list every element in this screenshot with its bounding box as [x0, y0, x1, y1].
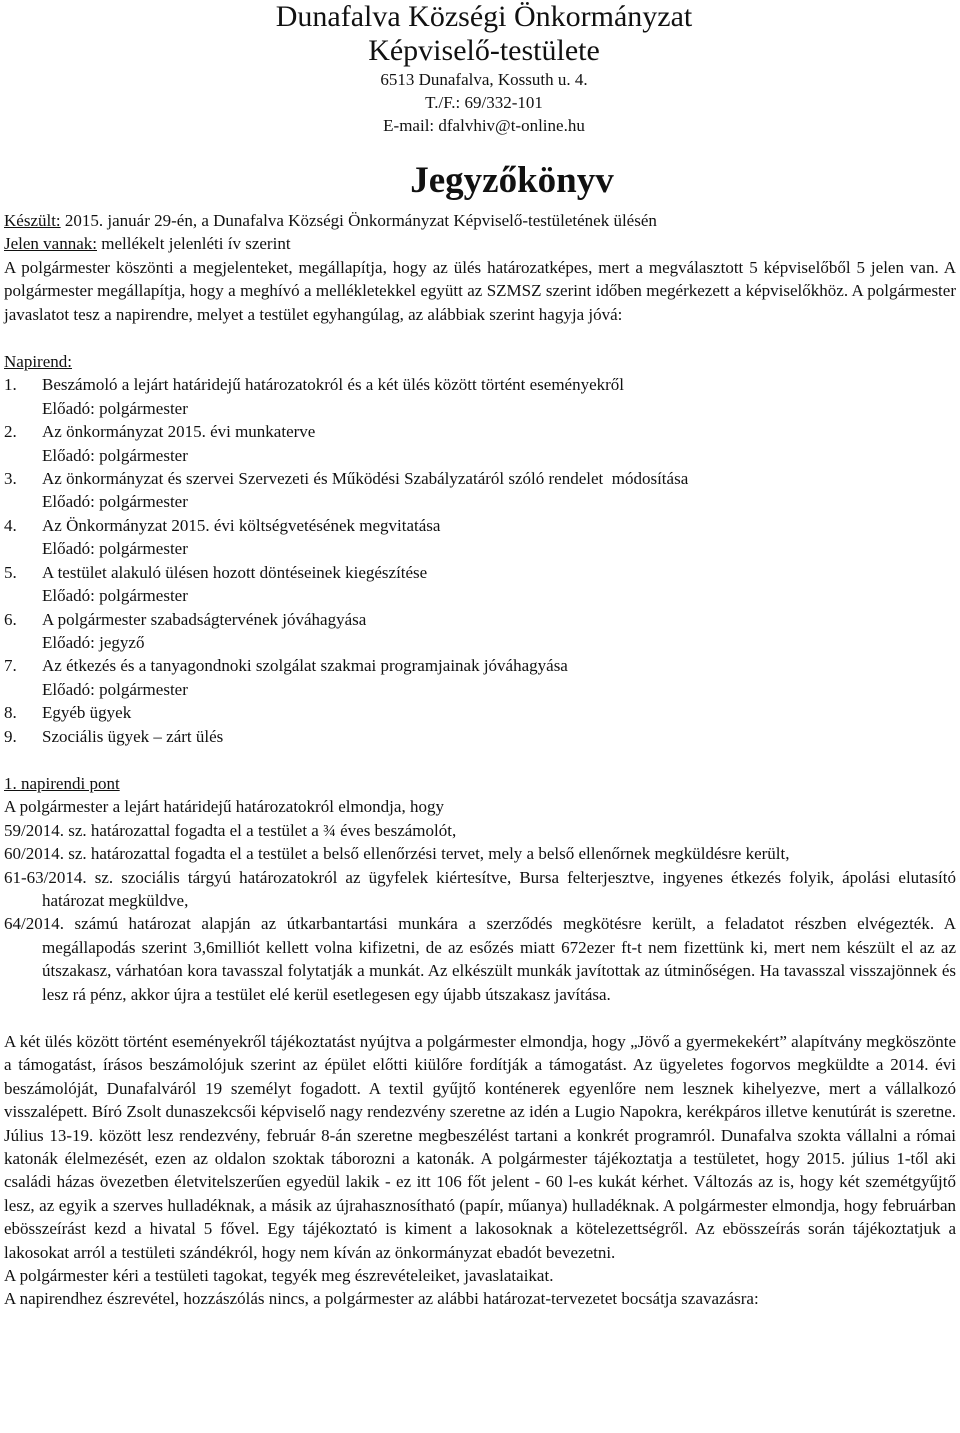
- agenda-item: [4, 701, 956, 724]
- point1-lead: A polgármester a lejárt határidejű határozatokról elmondja, hogy: [4, 797, 444, 817]
- agenda-item-text: Egyéb ügyek: [42, 703, 132, 723]
- agenda-item-number: 3.: [4, 469, 17, 489]
- agenda-list: [4, 373, 956, 748]
- agenda-item-text: Beszámoló a lejárt határidejű határozatokról és a két ülés között történt eseményekről: [42, 375, 625, 395]
- agenda-item: [4, 654, 956, 677]
- closing-line: A napirendhez észrevétel, hozzászólás nincs, a polgármester az alábbi határozat-tervezetet bocsátja szavazásra:: [4, 1289, 759, 1309]
- agenda-item: [4, 514, 956, 537]
- spacer: [4, 1006, 956, 1030]
- agenda-item-number: 7.: [4, 656, 17, 676]
- agenda-item: [4, 467, 956, 490]
- agenda-item-text: Az étkezés és a tanyagondnoki szolgálat szakmai programjainak jóváhagyása: [42, 656, 568, 676]
- agenda-item-presenter: Előadó: polgármester: [42, 679, 188, 699]
- agenda-item: [4, 608, 956, 631]
- agenda-item-text: A testület alakuló ülésen hozott döntéseinek kiegészítése: [42, 562, 428, 582]
- made-label: Készült:: [4, 211, 61, 230]
- request-line: A polgármester kéri a testületi tagokat, tegyék meg észrevételeiket, javaslataikat.: [4, 1266, 554, 1286]
- agenda-label: Napirend:: [4, 352, 72, 372]
- agenda-item-presenter: Előadó: jegyző: [42, 632, 145, 652]
- agenda-item: [4, 373, 956, 396]
- agenda-item: [4, 561, 956, 584]
- org-name: Dunafalva Községi Önkormányzat: [275, 0, 693, 33]
- agenda-item-number: 2.: [4, 422, 17, 442]
- org-email: E-mail: dfalvhiv@t-online.hu: [383, 116, 585, 135]
- spacer: [4, 748, 956, 772]
- agenda-item-text: A polgármester szabadságtervének jóváhagyása: [42, 609, 367, 629]
- resolution-59: 59/2014. sz. határozattal fogadta el a testület a ¾ éves beszámolót,: [4, 820, 457, 840]
- agenda-item-presenter: Előadó: polgármester: [42, 492, 188, 512]
- present-label: Jelen vannak:: [4, 234, 97, 254]
- agenda-item-presenter: Előadó: polgármester: [42, 586, 188, 606]
- agenda-item-number: 5.: [4, 562, 17, 582]
- agenda-item-number: 1.: [4, 375, 17, 395]
- point1-heading: 1. napirendi pont: [4, 773, 120, 793]
- made-text: 2015. január 29-én, a Dunafalva Községi Önkormányzat Képviselő-testületének ülésén: [60, 211, 657, 230]
- agenda-item-number: 6.: [4, 609, 17, 629]
- resolution-61-63: 61-63/2014. sz. szociális tárgyú határozatokról az ügyfelek kiértesítve, Bursa felterjesztve, ingyenes étkezés folyik, ápolási elutasító határozat megküldve,: [4, 867, 956, 910]
- agenda-item-number: 9.: [4, 726, 17, 746]
- agenda-item-number: 8.: [4, 703, 17, 723]
- agenda-item-text: Az Önkormányzat 2015. évi költségvetésének megvitatása: [42, 515, 441, 535]
- agenda-item-presenter: Előadó: polgármester: [42, 539, 188, 559]
- present-text: mellékelt jelenléti ív szerint: [97, 234, 291, 254]
- agenda-item: [4, 420, 956, 443]
- resolution-64: 64/2014. számú határozat alapján az útkarbantartási munkára a szerződés megkötésre került, a feladatot részben elvégezték. A megállapodás szerint 3,6milliót kellett volna kifizetni, de az esőzés miatt 672ezer ft-t nem fizettünk ki, mert nem készült el az az útszakasz, várhatóan kora tavasszal folytatják a munkát. Az elkészült munkák javítottak az útminőségen. Ha tavasszal visszajönnek és lesz rá pénz, akkor újra a testület elé kerül esetlegesen egy újabb útszakasz javítása.: [4, 914, 956, 1004]
- present-line: [4, 232, 956, 255]
- agenda-item: [4, 725, 956, 748]
- agenda-item-text: Az önkormányzat és szervei Szervezeti és Működési Szabályzatáról szóló rendelet módosítása: [42, 469, 689, 489]
- letterhead: [12, 0, 956, 137]
- events-paragraph: A két ülés között történt eseményekről tájékoztatást nyújtva a polgármester elmondja, hogy „Jövő a gyermekekért” alapítvány megköszönte a támogatást, írásos beszámolójuk szerint az épület előtti kiülőre fordítják a támogatást. Az ügyeletes fogorvos megküldte a 2014. évi beszámolóját, Dunafalváról 19 személyt fogadott. A textil gyűjtő konténerek egyenlőre nem lesznek kihelyezve, mert a vállalkozó visszalépett. Bíró Zsolt dunaszekcsői képviselő nagy rendezvény szeretne az idén a Lugio Napokra, kerékpáros illetve kenutúrát is szeretne. Július 13-19. között lesz rendezvény, február 8-án szeretne megbeszélést tartani a konkrét programról. Dunafalva szokta vállalni a római katonák élelmezését, ezen az oldalon szoktak táborozni a katonák. A polgármester tájékoztatja a testületet, hogy 2015. július 1-től aki családi házas övezetben életvitelszerűen egyedül lakik - ez itt 106 főt jelent - 60 l-es kukát kérhet. Változás az is, hogy két szemétgyűjtő lesz, az egyik a szerves hulladéknak, a másik az újrahasznosítható (papír, műanya) hulladéknak. A polgármester elmondja, hogy februárban ebösszeírást kezd a hivatal 5 fővel. Egy tájékoztató is kiment a lakosoknak a kötelezettségről. Az ebösszeírás során tájékoztatjuk a lakosokat arról a testületi szándékról, hogy nem kíván az önkormányzat ebadót bevezetni.: [4, 1032, 956, 1262]
- org-address: 6513 Dunafalva, Kossuth u. 4.: [380, 70, 588, 89]
- resolution-60: 60/2014. sz. határozattal fogadta el a testület a belső ellenőrzési tervet, mely a belső ellenőrnek megküldésre került,: [4, 844, 790, 864]
- document-title: Jegyzőkönyv: [410, 160, 614, 201]
- org-body: Képviselő-testülete: [368, 34, 600, 67]
- agenda-item-text: Szociális ügyek – zárt ülés: [42, 726, 224, 746]
- spacer: [4, 326, 956, 350]
- org-phone: T./F.: 69/332-101: [425, 93, 543, 112]
- agenda-item-presenter: Előadó: polgármester: [42, 445, 188, 465]
- agenda-item-number: 4.: [4, 515, 17, 535]
- made-line: [4, 209, 956, 232]
- agenda-item-text: Az önkormányzat 2015. évi munkaterve: [42, 422, 316, 442]
- agenda-item-presenter: Előadó: polgármester: [42, 398, 188, 418]
- intro-paragraph: A polgármester köszönti a megjelenteket, megállapítja, hogy az ülés határozatképes, mert a megválasztott 5 képviselőből 5 jelen van. A polgármester megállapítja, hogy a meghívó a mellékletekkel együtt az SZMSZ szerint időben megérkezett a képviselőkhöz. A polgármester javaslatot tesz a napirendre, melyet a testület egyhangúlag, az alábbiak szerint hagyja jóvá:: [4, 257, 956, 324]
